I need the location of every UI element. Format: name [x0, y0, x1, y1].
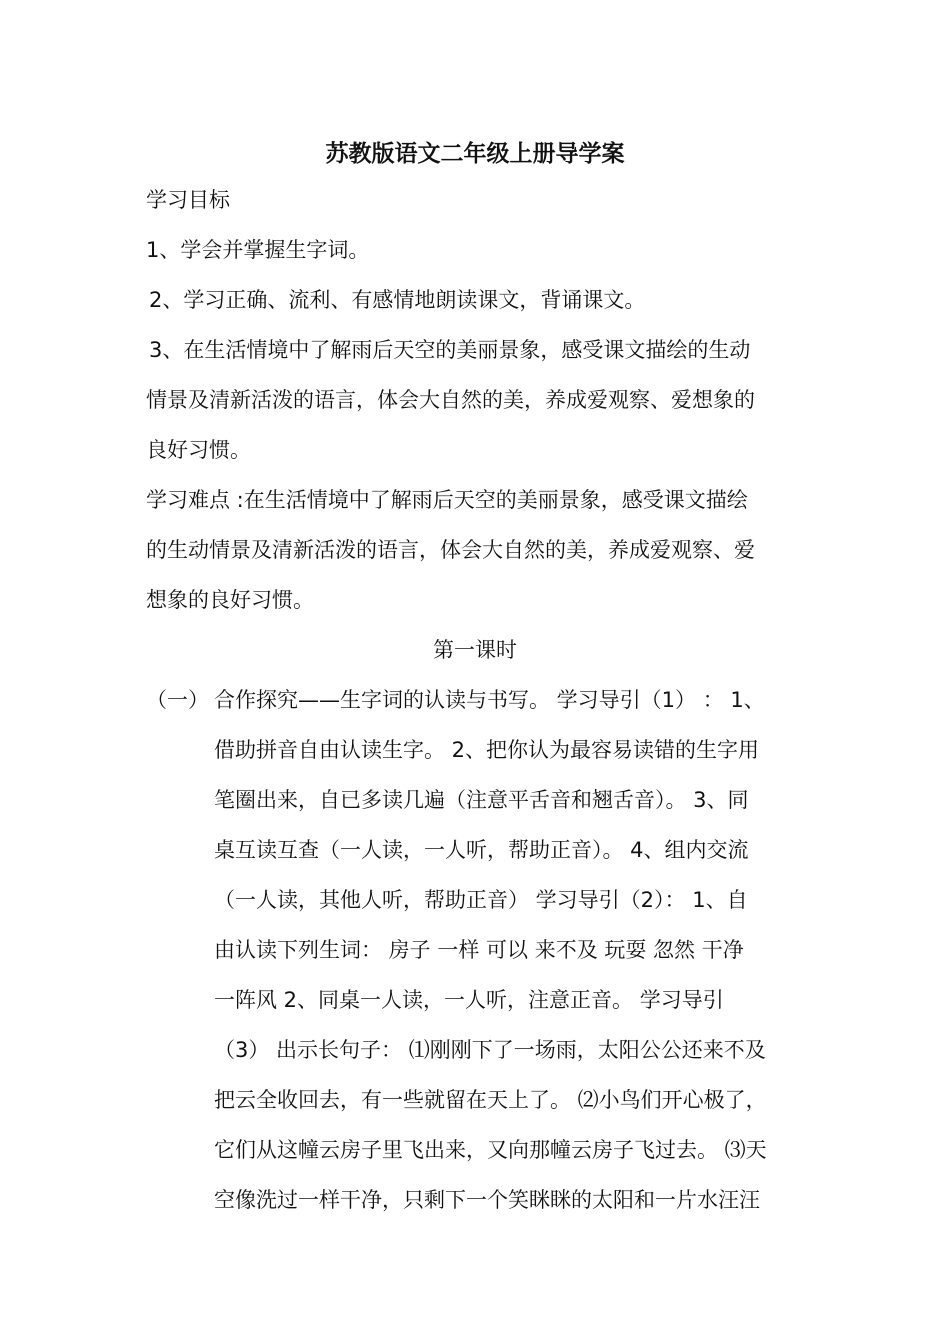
part-line: 由认读下列生词： 房子 一样 可以 来不及 玩耍 忽然 干净 [214, 938, 744, 962]
objective-line: 情景及清新活泼的语言，体会大自然的美，养成爱观察、爱想象的 [146, 388, 755, 412]
part-line: 合作探究——生字词的认读与书写。 学习导引（1） ： 1、 [214, 688, 765, 712]
difficulty-line: 学习难点 :在生活情境中了解雨后天空的美丽景象，感受课文描绘 [146, 488, 748, 512]
part-line: （3） 出示长句子： ⑴刚刚下了一场雨，太阳公公还来不及 [214, 1038, 766, 1062]
part-line: 把云全收回去，有一些就留在天上了。 ⑵小鸟们开心极了， [214, 1088, 767, 1112]
difficulty-line: 想象的良好习惯。 [146, 588, 314, 612]
section-heading-objectives: 学习目标 [146, 188, 230, 212]
part-line: （一人读，其他人听，帮助正音） 学习导引（2）： 1、自 [214, 888, 748, 912]
difficulty-line: 的生动情景及清新活泼的语言，体会大自然的美，养成爱观察、爱 [146, 538, 755, 562]
objective-line: 1、学会并掌握生字词。 [146, 238, 370, 262]
objective-line: 良好习惯。 [146, 438, 251, 462]
part-line: 笔圈出来，自已多读几遍（注意平舌音和翘舌音）。 3、同 [214, 788, 749, 812]
document-title: 苏教版语文二年级上册导学案 [325, 141, 625, 167]
part-label: （一） [146, 688, 209, 712]
part-line: 它们从这幢云房子里飞出来，又向那幢云房子飞过去。 ⑶天 [214, 1138, 767, 1162]
lesson-heading: 第一课时 [433, 638, 517, 662]
objective-line: 3、在生活情境中了解雨后天空的美丽景象，感受课文描绘的生动 [149, 338, 751, 362]
part-line: 桌互读互查（一人读，一人听，帮助正音）。 4、组内交流 [214, 838, 749, 862]
part-line: 一阵风 2、同桌一人读，一人听，注意正音。 学习导引 [214, 988, 724, 1012]
objective-line: 2、学习正确、流利、有感情地朗读课文，背诵课文。 [149, 288, 646, 312]
part-line: 借助拼音自由认读生字。 2、把你认为最容易读错的生字用 [214, 738, 760, 762]
part-line: 空像洗过一样干净，只剩下一个笑眯眯的太阳和一片水汪汪 [214, 1188, 760, 1212]
